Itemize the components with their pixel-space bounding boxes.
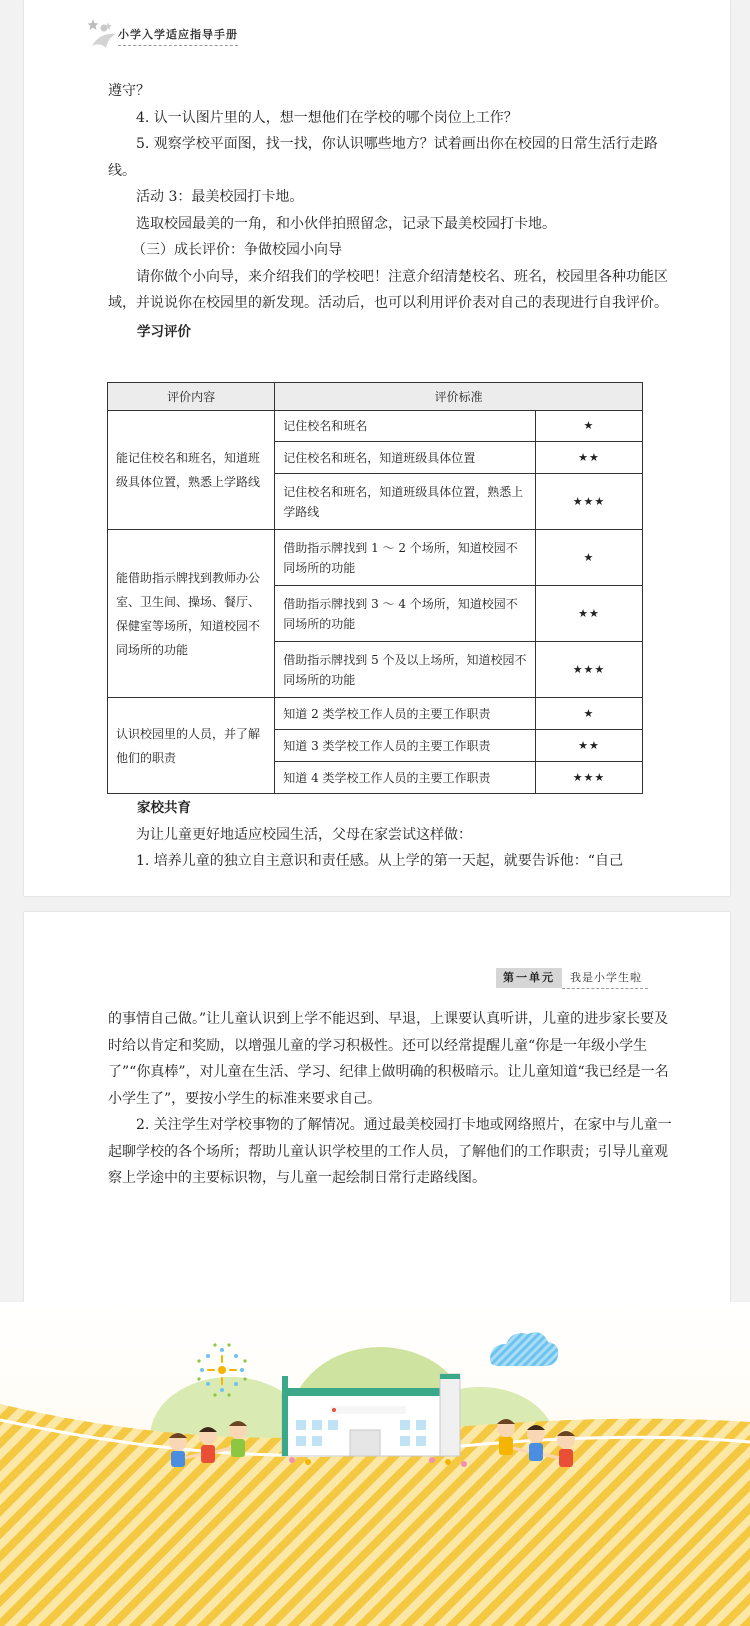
- table-header: 评价内容: [108, 383, 275, 411]
- criterion-cell: 借助指示牌找到 5 个及以上场所，知道校园不同场所的功能: [275, 642, 536, 698]
- header-title: 小学入学适应指导手册: [118, 26, 238, 46]
- criterion-cell: 记住校名和班名，知道班级具体位置，熟悉上学路线: [275, 474, 536, 530]
- criterion-cell: 记住校名和班名: [275, 411, 536, 442]
- page-2: [24, 912, 730, 1302]
- eval-content-cell: 能记住校名和班名，知道班级具体位置，熟悉上学路线: [108, 411, 275, 530]
- star-rating: ★★: [535, 442, 642, 474]
- evaluation-table: [107, 382, 643, 794]
- paragraph: 为让儿童更好地适应校园生活，父母在家尝试这样做：: [136, 826, 472, 843]
- paragraph: 活动 3：最美校园打卡地。: [136, 189, 304, 205]
- paragraph: 2. 关注学生对学校事物的了解情况。通过最美校园打卡地或网络照片，在家中与儿童一起聊学校的各个场所；帮助儿童认识学校里的工作人员，了解他们的工作职责；引导儿童观察上学途中的主要标识物，与儿童一起绘制日常行走路线图。: [108, 1117, 672, 1186]
- star-rating: ★★: [535, 586, 642, 642]
- unit-label: 第一单元: [496, 968, 562, 988]
- criterion-cell: 借助指示牌找到 3 ～ 4 个场所，知道校园不同场所的功能: [275, 586, 536, 642]
- paragraph: 1. 培养儿童的独立自主意识和责任感。从上学的第一天起，就要告诉他：“自己: [136, 853, 623, 869]
- eval-content-cell: 认识校园里的人员，并了解他们的职责: [108, 698, 275, 794]
- star-rating: ★★: [535, 730, 642, 762]
- paragraph: 选取校园最美的一角，和小伙伴拍照留念，记录下最美校园打卡地。: [136, 215, 556, 232]
- table-row: [108, 411, 643, 442]
- unit-name: 我是小学生啦: [562, 968, 648, 989]
- criterion-cell: 知道 3 类学校工作人员的主要工作职责: [275, 730, 536, 762]
- criterion-cell: 记住校名和班名，知道班级具体位置: [275, 442, 536, 474]
- school-children-illustration: [0, 1302, 750, 1626]
- eval-content-cell: 能借助指示牌找到教师办公室、卫生间、操场、餐厅、保健室等场所，知道校园不同场所的功能: [108, 530, 275, 698]
- unit-tag: [496, 968, 648, 988]
- star-rating: ★★★: [535, 642, 642, 698]
- paragraph: 遵守？: [108, 83, 150, 99]
- body-text-page2: [108, 1006, 674, 1192]
- eval-heading: 学习评价: [137, 323, 191, 340]
- star-rating: ★★★: [535, 762, 642, 794]
- body-text-home: [108, 795, 672, 875]
- body-text-top: [108, 78, 672, 345]
- star-rating: ★: [535, 411, 642, 442]
- criterion-cell: 知道 4 类学校工作人员的主要工作职责: [275, 762, 536, 794]
- paragraph: 的事情自己做。”让儿童认识到上学不能迟到、早退，上课要认真听讲，儿童的进步家长要及时给以肯定和奖励，以增强儿童的学习积极性。还可以经常提醒儿童“你是一年级小学生了”“你真棒”，对儿童在生活、学习、纪律上做明确的积极暗示。让儿童知道“我已经是一名小学生了”，要按小学生的标准来要求自己。: [108, 1011, 669, 1107]
- paragraph: 5. 观察学校平面图，找一找，你认识哪些地方？试着画出你在校园的日常生活行走路线。: [108, 136, 658, 179]
- paragraph: 请你做个小向导，来介绍我们的学校吧！注意介绍清楚校名、班名，校园里各种功能区域，并说说你在校园里的新发现。活动后，也可以利用评价表对自己的表现进行自我评价。: [108, 268, 668, 311]
- criterion-cell: 借助指示牌找到 1 ～ 2 个场所，知道校园不同场所的功能: [275, 530, 536, 586]
- table-row: [108, 530, 643, 586]
- star-rating: ★★★: [535, 474, 642, 530]
- table-header: 评价标准: [275, 383, 643, 411]
- table-row: [108, 698, 643, 730]
- page-1: [24, 0, 730, 896]
- star-figure-icon: [86, 16, 122, 52]
- section-heading: （三）成长评价：争做校园小向导: [132, 242, 342, 258]
- home-heading: 家校共育: [137, 800, 191, 816]
- criterion-cell: 知道 2 类学校工作人员的主要工作职责: [275, 698, 536, 730]
- paragraph: 4. 认一认图片里的人，想一想他们在学校的哪个岗位上工作？: [136, 109, 518, 126]
- star-rating: ★: [535, 698, 642, 730]
- star-rating: ★: [535, 530, 642, 586]
